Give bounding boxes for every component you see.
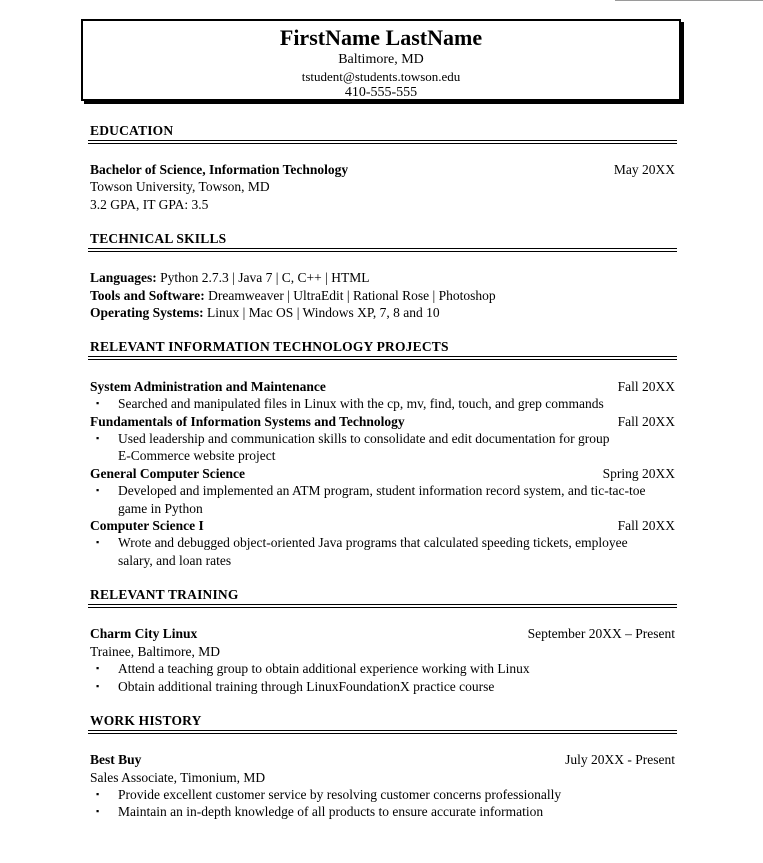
project-title: System Administration and Maintenance (90, 379, 326, 394)
work-heading: WORK HISTORY (90, 713, 202, 728)
applicant-name: FirstName LastName (279, 25, 483, 50)
skills-tools-label: Tools and Software: (90, 288, 205, 303)
project-date: Spring 20XX (602, 466, 675, 481)
applicant-email: tstudent@students.towson.edu (301, 69, 461, 84)
applicant-city: Baltimore, MD (338, 52, 424, 67)
project-date: Fall 20XX (617, 379, 675, 394)
education-degree: Bachelor of Science, Information Technology (90, 162, 349, 177)
education-school: Towson University, Towson, MD (90, 179, 270, 194)
bullet-marker: ▪ (96, 433, 100, 443)
work-bullet-text: Maintain an in-depth knowledge of all products to ensure accurate information (118, 804, 544, 819)
work-organization: Best Buy (90, 752, 142, 767)
project-bullet-text-continued: E-Commerce website project (118, 448, 276, 463)
bullet-marker: ▪ (96, 663, 100, 673)
bullet-marker: ▪ (96, 485, 100, 495)
training-date: September 20XX – Present (527, 626, 675, 641)
education-gpa: 3.2 GPA, IT GPA: 3.5 (90, 197, 209, 212)
skills-languages-value: Python 2.7.3 | Java 7 | C, C++ | HTML (156, 270, 370, 285)
skills-languages-line (90, 269, 369, 286)
project-date: Fall 20XX (617, 518, 675, 533)
project-bullet-text: Used leadership and communication skills to consolidate and edit documentation for group (118, 431, 610, 446)
projects-rule (88, 356, 677, 360)
training-role: Trainee, Baltimore, MD (90, 644, 220, 659)
training-bullet-text: Obtain additional training through LinuxFoundationX practice course (118, 679, 495, 694)
bullet-marker: ▪ (96, 789, 100, 799)
project-bullet-text: Developed and implemented an ATM program, student information record system, and tic-tac-toe (118, 483, 646, 498)
project-bullet-text: Searched and manipulated files in Linux with the cp, mv, find, touch, and grep commands (118, 396, 604, 411)
project-bullet-text: Wrote and debugged object-oriented Java programs that calculated speeding tickets, employee (118, 535, 628, 550)
work-date: July 20XX - Present (565, 752, 675, 767)
bullet-marker: ▪ (96, 806, 100, 816)
skills-heading: TECHNICAL SKILLS (90, 231, 227, 246)
bullet-marker: ▪ (96, 537, 100, 547)
bullet-marker: ▪ (96, 398, 100, 408)
project-date: Fall 20XX (617, 414, 675, 429)
training-bullet-text: Attend a teaching group to obtain additional experience working with Linux (118, 661, 530, 676)
skills-rule (88, 248, 677, 252)
skills-tools-line (90, 287, 496, 304)
skills-tools-value: Dreamweaver | UltraEdit | Rational Rose | Photoshop (204, 288, 496, 303)
skills-languages-label: Languages: (90, 270, 157, 285)
applicant-phone: 410-555-555 (344, 85, 418, 100)
projects-heading: RELEVANT INFORMATION TECHNOLOGY PROJECTS (90, 339, 449, 354)
resume-header-box (81, 19, 681, 101)
project-title: General Computer Science (90, 466, 245, 481)
training-organization: Charm City Linux (90, 626, 198, 641)
skills-os-line (90, 304, 440, 321)
education-heading: EDUCATION (90, 123, 174, 138)
training-rule (88, 604, 677, 608)
project-title: Computer Science I (90, 518, 204, 533)
work-bullet-text: Provide excellent customer service by resolving customer concerns professionally (118, 787, 562, 802)
work-role: Sales Associate, Timonium, MD (90, 770, 266, 785)
skills-os-value: Linux | Mac OS | Windows XP, 7, 8 and 10 (203, 305, 440, 320)
education-date: May 20XX (613, 162, 675, 177)
skills-os-label: Operating Systems: (90, 305, 204, 320)
project-title: Fundamentals of Information Systems and Technology (90, 414, 405, 429)
education-rule (88, 140, 677, 144)
project-bullet-text-continued: game in Python (118, 501, 203, 516)
bullet-marker: ▪ (96, 681, 100, 691)
training-heading: RELEVANT TRAINING (90, 587, 239, 602)
work-rule (88, 730, 677, 734)
project-bullet-text-continued: salary, and loan rates (118, 553, 232, 568)
